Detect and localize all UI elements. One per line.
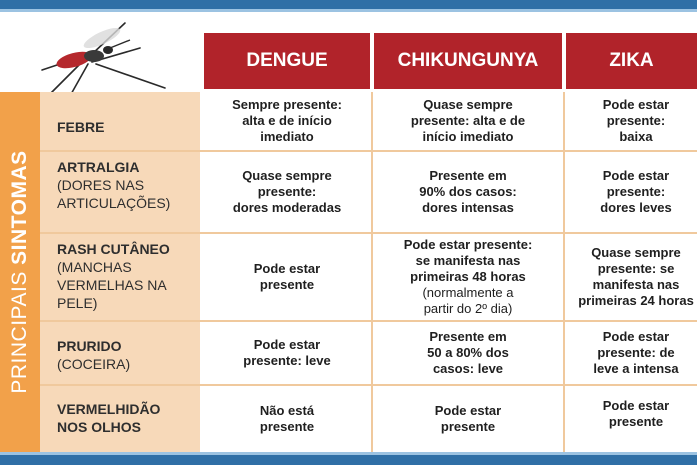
cell-line: Pode estar: [602, 398, 670, 413]
cell-line: Pode estar: [602, 97, 670, 112]
cell-line: Quase sempre: [242, 168, 332, 183]
cell-line: se manifesta nas: [415, 253, 521, 268]
cell-line: presente:: [606, 184, 666, 199]
cell-line: presente: se: [597, 261, 675, 276]
cell-line: Presente em: [429, 329, 507, 344]
cell-line: dores moderadas: [232, 200, 342, 215]
cell-line: manifesta nas: [592, 277, 680, 292]
cell-line: presente:: [606, 113, 666, 128]
cell-artralgia-zika: [566, 152, 697, 232]
row-subtitle: VERMELHAS NA: [57, 277, 167, 293]
row-title: NOS OLHOS: [57, 419, 142, 435]
cell-line: presente:: [257, 184, 317, 199]
cell-line: Quase sempre: [591, 245, 681, 260]
cell-rash-zika: [566, 234, 697, 320]
cell-febre-zika: [566, 92, 697, 150]
cell-line: primeiras 24 horas: [578, 293, 694, 308]
header-chikungunya: CHIKUNGUNYA: [374, 33, 562, 89]
cell-line: primeiras 48 horas: [410, 269, 526, 284]
cell-vermelhidao-dengue: [204, 386, 370, 452]
cell-line: Pode estar: [602, 329, 670, 344]
cell-prurido-zika: [566, 322, 697, 384]
row-title: PRURIDO: [57, 338, 122, 354]
column-divider: [371, 92, 373, 452]
row-label-vermelhidao: [57, 400, 202, 436]
cell-vermelhidao-chikungunya: [374, 386, 562, 452]
cell-prurido-chikungunya: [374, 322, 562, 384]
column-divider: [563, 92, 565, 452]
cell-line: Pode estar: [253, 261, 321, 276]
cell-line: dores leves: [600, 200, 672, 215]
cell-line: dores intensas: [422, 200, 514, 215]
bottom-frame-bar: [0, 455, 697, 465]
cell-line: presente: leve: [243, 353, 331, 368]
cell-note: (normalmente a: [422, 285, 514, 300]
cell-line: presente: de: [597, 345, 675, 360]
row-label-rash: [57, 240, 202, 312]
cell-line: leve a intensa: [593, 361, 679, 376]
header-zika: ZIKA: [566, 33, 697, 89]
cell-line: Sempre presente:: [232, 97, 342, 112]
row-subtitle: PELE): [57, 295, 98, 311]
top-frame-bar: [0, 0, 697, 9]
cell-line: Pode estar: [434, 403, 502, 418]
cell-artralgia-dengue: [204, 152, 370, 232]
cell-note: partir do 2º dia): [423, 301, 513, 316]
row-title: FEBRE: [57, 119, 105, 135]
cell-line: presente: alta e de: [410, 113, 526, 128]
row-subtitle: ARTICULAÇÕES): [57, 195, 171, 211]
side-label-bold: SINTOMAS: [8, 150, 31, 265]
cell-line: casos: leve: [432, 361, 504, 376]
cell-febre-chikungunya: [374, 92, 562, 150]
row-title: VERMELHIDÃO: [57, 401, 161, 417]
top-frame-accent: [0, 9, 697, 12]
cell-line: presente: [440, 419, 496, 434]
cell-line: Não está: [259, 403, 315, 418]
cell-febre-dengue: [204, 92, 370, 150]
cell-line: 90% dos casos:: [419, 184, 517, 199]
cell-line: Pode estar: [253, 337, 321, 352]
cell-line: Pode estar presente:: [403, 237, 533, 252]
cell-line: presente: [259, 419, 315, 434]
cell-line: presente: [259, 277, 315, 292]
mosquito-icon: [30, 18, 180, 98]
row-label-prurido: [57, 337, 202, 373]
row-label-febre: [57, 118, 202, 136]
cell-vermelhidao-zika: [566, 386, 697, 442]
cell-line: Presente em: [429, 168, 507, 183]
row-subtitle: (MANCHAS: [57, 259, 132, 275]
cell-artralgia-chikungunya: [374, 152, 562, 232]
row-subtitle: (DORES NAS: [57, 177, 145, 193]
cell-line: presente: [608, 414, 664, 429]
cell-rash-chikungunya: [374, 234, 562, 320]
cell-line: imediato: [260, 129, 314, 144]
cell-line: Pode estar: [602, 168, 670, 183]
cell-line: início imediato: [422, 129, 514, 144]
row-title: RASH CUTÂNEO: [57, 241, 170, 257]
cell-line: baixa: [619, 129, 653, 144]
row-subtitle: (COCEIRA): [57, 356, 131, 372]
side-label: [8, 150, 32, 393]
cell-rash-dengue: [204, 234, 370, 320]
cell-line: 50 a 80% dos: [427, 345, 509, 360]
cell-prurido-dengue: [204, 322, 370, 384]
row-label-artralgia: [57, 158, 202, 212]
header-dengue: DENGUE: [204, 33, 370, 89]
side-label-light: PRINCIPAIS: [8, 271, 31, 394]
cell-line: alta e de início: [242, 113, 332, 128]
row-title: ARTRALGIA: [57, 159, 140, 175]
cell-line: Quase sempre: [423, 97, 513, 112]
